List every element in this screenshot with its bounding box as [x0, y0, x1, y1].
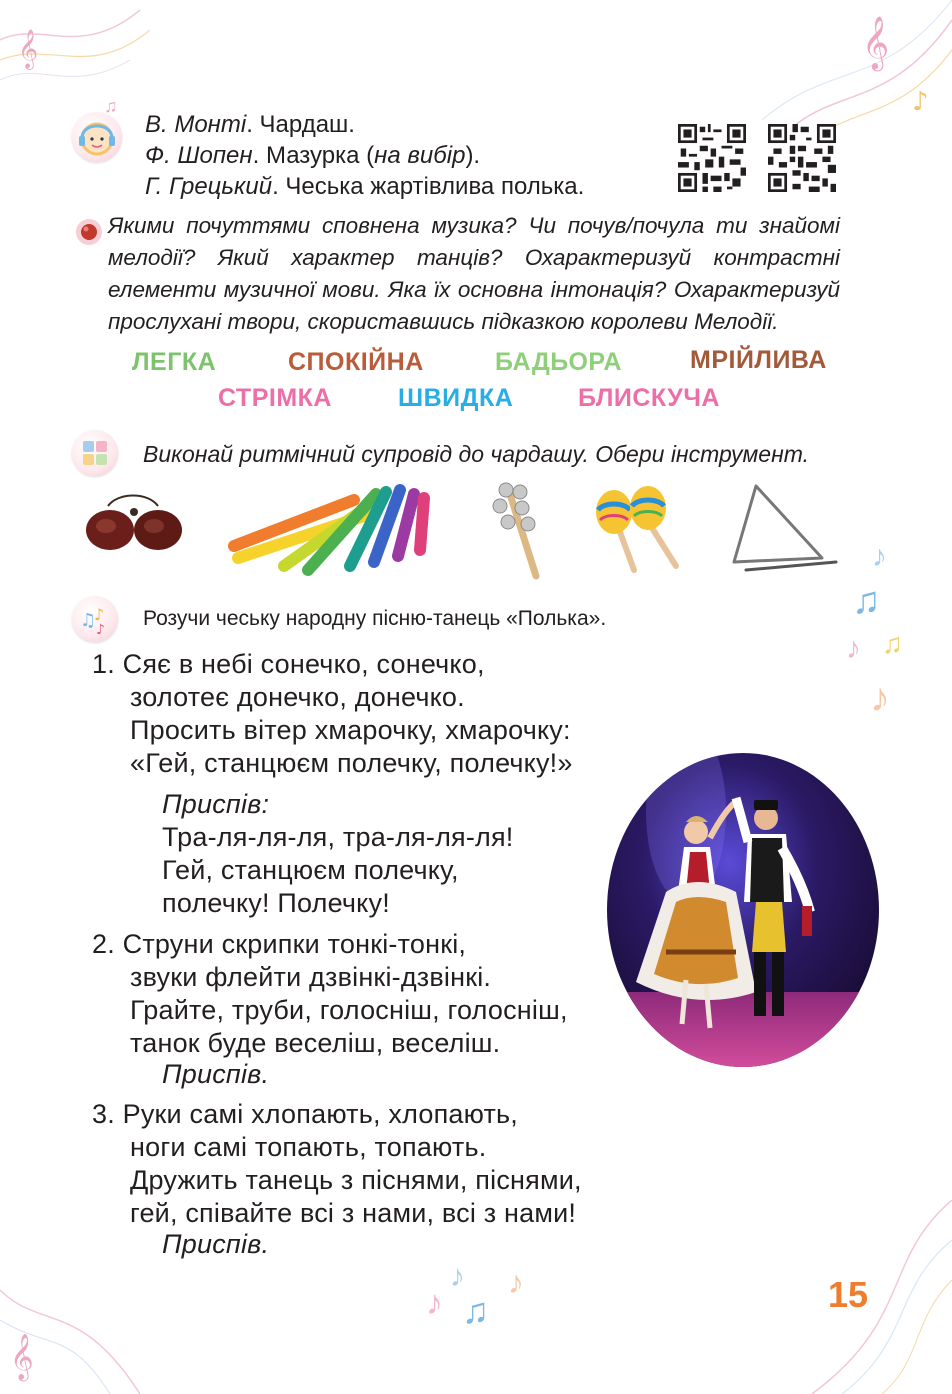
polka-dancers-photo [606, 752, 880, 1068]
song-line: «Гей, станцюєм полечку, полечку!» [130, 748, 573, 778]
mood-word: БЛИСКУЧА [578, 384, 720, 412]
svg-text:♪: ♪ [94, 605, 105, 624]
note-icon: ♪ [872, 540, 887, 573]
song-line: звуки флейти дзвінкі-дзвінкі. [130, 962, 492, 992]
chorus-reference: Приспів. [162, 1229, 270, 1259]
listening-icon [72, 112, 122, 162]
note-icon: ♪ [870, 676, 890, 720]
page-number: 15 [827, 1274, 868, 1315]
decorative-swirl-top-left [0, 0, 150, 110]
work-title: . Мазурка ( [252, 142, 375, 169]
svg-text:♪: ♪ [96, 622, 105, 638]
song-line: Дружить танець з піснями, піснями, [130, 1165, 582, 1195]
castanets-icon [78, 488, 190, 558]
music-notes-decoration [420, 1260, 540, 1340]
note-icon: ♫ [104, 96, 118, 116]
work-title: . Чеська жартівлива полька. [272, 173, 585, 200]
qr-code[interactable] [768, 124, 836, 192]
mood-word: МРІЙЛИВА [690, 346, 827, 374]
qr-code[interactable] [678, 124, 746, 192]
mood-word: СТРІМКА [218, 384, 332, 412]
chorus-line: Тра-ля-ля-ля, тра-ля-ля-ля! [162, 822, 514, 852]
work-note: на вибір [374, 142, 466, 169]
composer-name: Ф. Шопен [145, 142, 253, 169]
mood-word: СПОКІЙНА [288, 348, 424, 376]
jingle-stick-icon [486, 478, 556, 582]
svg-text:♫: ♫ [80, 610, 97, 631]
song-line: ноги самі топають, топають. [130, 1132, 487, 1162]
work-title: . Чардаш. [246, 111, 355, 138]
chorus-title: Приспів: [162, 789, 270, 819]
listening-item [145, 139, 480, 173]
chorus-reference: Приспів. [162, 1059, 270, 1089]
boomwhackers-icon [224, 480, 434, 580]
chorus-line: полечку! Полечку! [162, 888, 390, 918]
composer-name: В. Монті [145, 111, 247, 138]
question-marker-icon [72, 215, 106, 249]
chorus-line: Гей, станцюєм полечку, [162, 855, 459, 885]
song-line: золотеє донечко, донечко. [130, 682, 465, 712]
note-icon: ♪ [508, 1264, 524, 1300]
song-line: гей, співайте всі з нами, всі з нами! [130, 1198, 577, 1228]
listening-item [145, 170, 584, 204]
task-rhythm: Виконай ритмічний супровід до чардашу. Обери інструмент. [143, 441, 810, 467]
work-title-end: ). [465, 142, 481, 169]
decorative-swirl-bottom-left [0, 1260, 140, 1394]
discussion-questions: Якими почуттями сповнена музика? Чи почув/почула ти знайомі мелодії? Який характер танців? Охарактеризуй контрастні елементи музичної мови. Яка їх основна інтонація? Охарактеризуй прослухані твори, скориставшись підказкою королеви Мелодії. [108, 213, 840, 334]
song-line: Грайте, труби, голосніш, голосніш, [130, 995, 568, 1025]
song-line: Просить вітер хмарочку, хмарочку: [130, 715, 571, 745]
mood-word: ЛЕГКА [132, 348, 217, 376]
puzzle-icon [72, 430, 118, 476]
song-line: 2. Струни скрипки тонкі-тонкі, [92, 929, 467, 959]
svg-text:𝄞: 𝄞 [18, 29, 39, 69]
task-song: Розучи чеську народну пісню-танець «Полька». [143, 607, 607, 630]
mood-word: ШВИДКА [398, 384, 514, 412]
decorative-swirl-bottom-right [792, 1200, 952, 1394]
song-line: танок буде веселіш, веселіш. [130, 1028, 501, 1058]
note-icon: ♫ [462, 1290, 489, 1331]
maracas-icon [590, 484, 690, 580]
svg-text:𝄞: 𝄞 [862, 15, 890, 69]
listening-item [145, 108, 355, 142]
note-icon: ♫ [882, 628, 903, 659]
svg-text:𝄞: 𝄞 [10, 1334, 34, 1380]
svg-text:♪: ♪ [912, 87, 929, 117]
note-icon: ♫ [852, 580, 881, 622]
note-icon: ♪ [846, 632, 861, 665]
singing-notes-icon [72, 596, 118, 642]
mood-word: БАДЬОРА [495, 348, 622, 376]
triangle-icon [726, 480, 840, 576]
note-icon: ♪ [426, 1284, 443, 1322]
note-icon: ♪ [450, 1260, 465, 1293]
composer-name: Г. Грецький [145, 173, 273, 200]
song-line: 1. Сяє в небі сонечко, сонечко, [92, 649, 485, 679]
music-notes-decoration [846, 540, 916, 730]
song-line: 3. Руки самі хлопають, хлопають, [92, 1099, 519, 1129]
